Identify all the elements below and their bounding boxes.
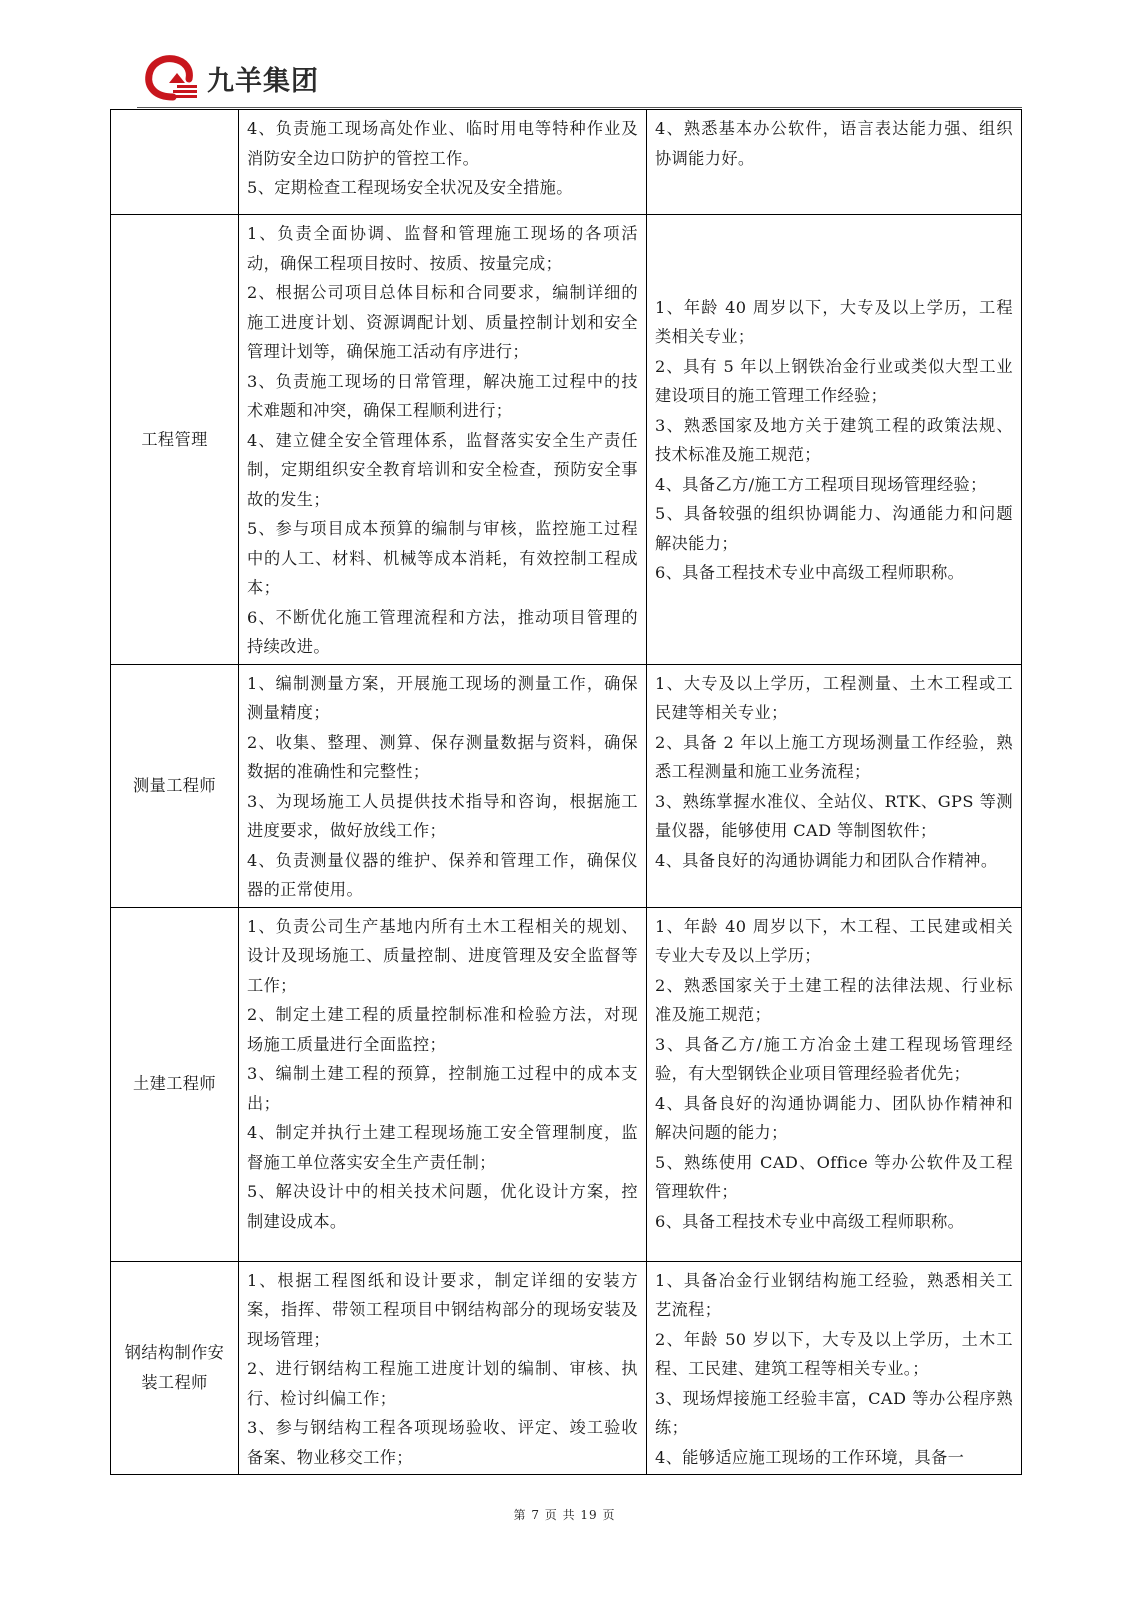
duty-item: 4、制定并执行土建工程现场施工安全管理制度，监督施工单位落实安全生产责任制； [247, 1123, 638, 1172]
duty-item: 1、负责全面协调、监督和管理施工现场的各项活动，确保工程项目按时、按质、按量完成； [247, 224, 638, 273]
table-row [111, 215, 1022, 665]
requirement-item: 1、年龄 40 周岁以下，大专及以上学历，工程类相关专业； [655, 297, 1013, 347]
header-divider [137, 107, 1022, 108]
duty-item: 3、负责施工现场的日常管理，解决施工过程中的技术难题和冲突，确保工程顺利进行； [247, 371, 638, 420]
duty-item: 1、编制测量方案，开展施工现场的测量工作，确保测量精度； [247, 673, 638, 722]
job-duties-cell [239, 110, 647, 215]
duty-item: 6、不断优化施工管理流程和方法，推动项目管理的持续改进。 [247, 607, 638, 656]
table-row [111, 664, 1022, 907]
job-requirements-cell [647, 1261, 1022, 1475]
requirement-item: 2、年龄 50 岁以下，大专及以上学历，土木工程、工民建、建筑工程等相关专业。； [655, 1329, 1013, 1378]
company-name: 九羊集团 [207, 65, 319, 97]
table-row [111, 110, 1022, 215]
job-requirements-cell [647, 215, 1022, 665]
duty-item: 5、定期检查工程现场安全状况及安全措施。 [247, 178, 573, 197]
job-requirements-cell [647, 907, 1022, 1261]
duty-item: 1、根据工程图纸和设计要求，制定详细的安装方案，指挥、带领工程项目中钢结构部分的现场安装及现场管理； [247, 1270, 638, 1349]
requirement-item: 4、具备良好的沟通协调能力、团队协作精神和解决问题的能力； [655, 1093, 1013, 1142]
job-duties-cell [239, 664, 647, 907]
duty-item: 4、负责施工现场高处作业、临时用电等特种作业及消防安全边口防护的管控工作。 [247, 119, 638, 168]
job-requirements-cell [647, 664, 1022, 907]
duty-item: 5、解决设计中的相关技术问题，优化设计方案，控制建设成本。 [247, 1182, 638, 1231]
duty-item: 3、为现场施工人员提供技术指导和咨询，根据施工进度要求，做好放线工作； [247, 791, 638, 840]
job-title-cell: 钢结构制作安装工程师 [111, 1261, 239, 1475]
duty-item: 3、参与钢结构工程各项现场验收、评定、竣工验收备案、物业移交工作； [247, 1418, 638, 1467]
company-logo [143, 52, 319, 104]
requirement-item: 6、具备工程技术专业中高级工程师职称。 [655, 563, 965, 583]
requirement-item: 4、具备乙方/施工方工程项目现场管理经验； [655, 474, 987, 494]
job-title-cell: 工程管理 [111, 215, 239, 665]
duty-item: 4、负责测量仪器的维护、保养和管理工作，确保仪器的正常使用。 [247, 850, 638, 899]
page-number: 第 7 页 共 19 页 [513, 1508, 616, 1522]
requirement-item: 4、能够适应施工现场的工作环境，具备一 [655, 1447, 965, 1467]
duty-item: 2、制定土建工程的质量控制标准和检验方法，对现场施工质量进行全面监控； [247, 1005, 638, 1054]
requirement-item: 2、具备 2 年以上施工方现场测量工作经验，熟悉工程测量和施工业务流程； [655, 732, 1013, 781]
duty-item: 2、收集、整理、测算、保存测量数据与资料，确保数据的准确性和完整性； [247, 732, 638, 781]
requirement-item: 1、大专及以上学历，工程测量、土木工程或工民建等相关专业； [655, 673, 1013, 722]
job-title-cell: 土建工程师 [111, 907, 239, 1261]
table-row [111, 1261, 1022, 1475]
requirement-item: 3、具备乙方/施工方冶金土建工程现场管理经验，有大型钢铁企业项目管理经验者优先； [655, 1034, 1013, 1083]
job-requirements-cell [647, 110, 1022, 215]
requirement-item: 3、熟悉国家及地方关于建筑工程的政策法规、技术标准及施工规范； [655, 415, 1013, 465]
job-duties-cell [239, 215, 647, 665]
requirement-item: 4、熟悉基本办公软件，语言表达能力强、组织协调能力好。 [655, 119, 1013, 168]
requirement-item: 5、熟练使用 CAD、Office 等办公软件及工程管理软件； [655, 1152, 1013, 1201]
requirement-item: 1、具备冶金行业钢结构施工经验，熟悉相关工艺流程； [655, 1270, 1013, 1319]
requirement-item: 2、具有 5 年以上钢铁冶金行业或类似大型工业建设项目的施工管理工作经验； [655, 356, 1013, 406]
job-table [110, 109, 1022, 1475]
requirement-item: 2、熟悉国家关于土建工程的法律法规、行业标准及施工规范； [655, 975, 1013, 1024]
requirement-item: 4、具备良好的沟通协调能力和团队合作精神。 [655, 850, 998, 870]
table-row [111, 907, 1022, 1261]
job-duties-cell [239, 1261, 647, 1475]
duty-item: 5、参与项目成本预算的编制与审核，监控施工过程中的人工、材料、机械等成本消耗，有效控制工程成本； [247, 519, 638, 597]
requirement-item: 3、现场焊接施工经验丰富，CAD 等办公程序熟练； [655, 1388, 1013, 1437]
duty-item: 4、建立健全安全管理体系，监督落实安全生产责任制，定期组织安全教育培训和安全检查，预防安全事故的发生； [247, 430, 638, 509]
jiuyang-logo-icon [143, 53, 205, 103]
requirement-item: 6、具备工程技术专业中高级工程师职称。 [655, 1211, 965, 1231]
duty-item: 3、编制土建工程的预算，控制施工过程中的成本支出； [247, 1064, 638, 1113]
requirement-item: 1、年龄 40 周岁以下，木工程、工民建或相关专业大专及以上学历； [655, 916, 1013, 965]
duty-item: 1、负责公司生产基地内所有土木工程相关的规划、设计及现场施工、质量控制、进度管理及安全监督等工作； [247, 916, 638, 995]
duty-item: 2、根据公司项目总体目标和合同要求，编制详细的施工进度计划、资源调配计划、质量控制计划和安全管理计划等，确保施工活动有序进行； [247, 283, 638, 361]
duty-item: 2、进行钢结构工程施工进度计划的编制、审核、执行、检讨纠偏工作； [247, 1359, 638, 1408]
job-title-cell: 测量工程师 [111, 664, 239, 907]
requirement-item: 5、具备较强的组织协调能力、沟通能力和问题解决能力； [655, 504, 1013, 553]
job-duties-cell [239, 907, 647, 1261]
requirement-item: 3、熟练掌握水准仪、全站仪、RTK、GPS 等测量仪器，能够使用 CAD 等制图软件； [655, 791, 1013, 840]
job-title-cell [111, 110, 239, 215]
